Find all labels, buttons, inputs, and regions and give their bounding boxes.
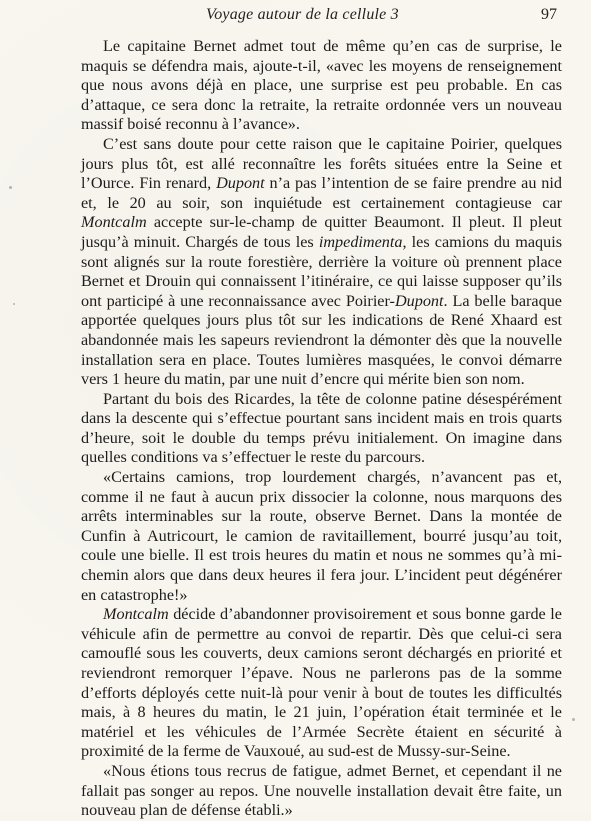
text-run: n’a pas l’intention de se faire prendre au nid et, le 20 au soir, son inquiétude est certainement contagieuse car [81,174,562,212]
italic-text: impedimenta [318,232,403,251]
running-title: Voyage autour de la cellule 3 [206,6,399,23]
paragraph [81,762,562,821]
italic-text: Montcalm [103,605,169,624]
page-number: 97 [541,6,557,23]
italic-text: Dupont [394,291,444,310]
italic-text: Montcalm [81,213,147,232]
text-run: C’est sans doute pour cette raison que le capitaine Poirier, quelques jours plus tôt, est allé reconnaître les forêts situées entre la Seine et l’Ource. Fin renard, [81,134,562,193]
italic-text: Dupont [216,174,265,193]
text-run: accepte sur-le-champ de quitter Beaumont. Il pleut. Il pleut jusqu’à minuit. Chargés de tous les [81,213,562,251]
text-run: «Certains camions, trop lourdement chargés, n’avancent pas et, comme il ne faut à aucun prix dissocier la colonne, nous marquons des arrêts interminables sur la route, observe Bernet. Dans la montée de Cunfin à Autricourt, le camion de ravitaillement, bourré jusqu’au toit, coule une bielle. Il est trois heures du matin et nous ne sommes qu’à mi-chemin alors que dans deux heures il fera jour. L’incident peut dégénérer en catastrophe!» [81,468,562,604]
scan-speck [13,303,15,305]
text-run: , les camions du maquis sont alignés sur la route forestière, derrière la voiture où prennent place Bernet et Drouin qui connaissent l’itinéraire, ce qui laisse supposer qu’ils ont participé à une reconnaissance avec Poirier- [81,232,562,310]
scan-speck [9,186,12,189]
paragraph [81,135,562,390]
running-head [72,6,567,28]
scan-speck [572,718,575,721]
paragraph [81,605,562,762]
text-run: . La belle baraque apportée quelques jours plus tôt sur les indications de René Xhaard est abandonnée mais les sapeurs reviendront la démonter dès que la nouvelle installation sera en place. Toutes lumières masquées, le convoi démarre vers 1 heure du matin, par une nuit d’encre qui mérite bien son nom. [81,291,562,389]
paragraph [81,390,562,468]
text-run: décide d’abandonner provisoirement et sous bonne garde le véhicule afin de permettre au convoi de repartir. Dès que celui-ci sera camouflé sous les couverts, deux camions seront déchargés en priorité et reviendront remorquer l’épave. Nous ne parlerons pas de la somme d’efforts déployés cette nuit-là pour venir à bout de toutes les difficultés mais, à 8 heures du matin, le 21 juin, l’opération était terminée et le matériel et les véhicules de l’Armée Secrète étaient en sécurité à proximité de la ferme de Vauxoué, au sud-est de Mussy-sur-Seine. [81,605,562,761]
text-run: «Nous étions tous recrus de fatigue, admet Bernet, et cependant il ne fallait pas songer au repos. Une nouvelle installation devait être faite, un nouveau plan de défense établi.» [81,761,562,820]
paragraph [81,37,562,135]
body-text [81,37,562,821]
text-run: Partant du bois des Ricardes, la tête de colonne patine désespérément dans la descente qui s’effectue pourtant sans incident mais en trois quarts d’heure, soit le double du temps prévu initialement. On imagine dans quelles conditions va s’effectuer le reste du parcours. [81,389,562,467]
paragraph [81,468,562,605]
text-run: Le capitaine Bernet admet tout de même qu’en cas de surprise, le maquis se défendra mais, ajoute-t-il, «avec les moyens de renseignement que nous avons déjà en place, une surprise est peu probable. En cas d’attaque, ce sera donc la retraite, la retraite ordonnée vers un nouveau massif boisé reconnu à l’avance». [81,37,562,134]
